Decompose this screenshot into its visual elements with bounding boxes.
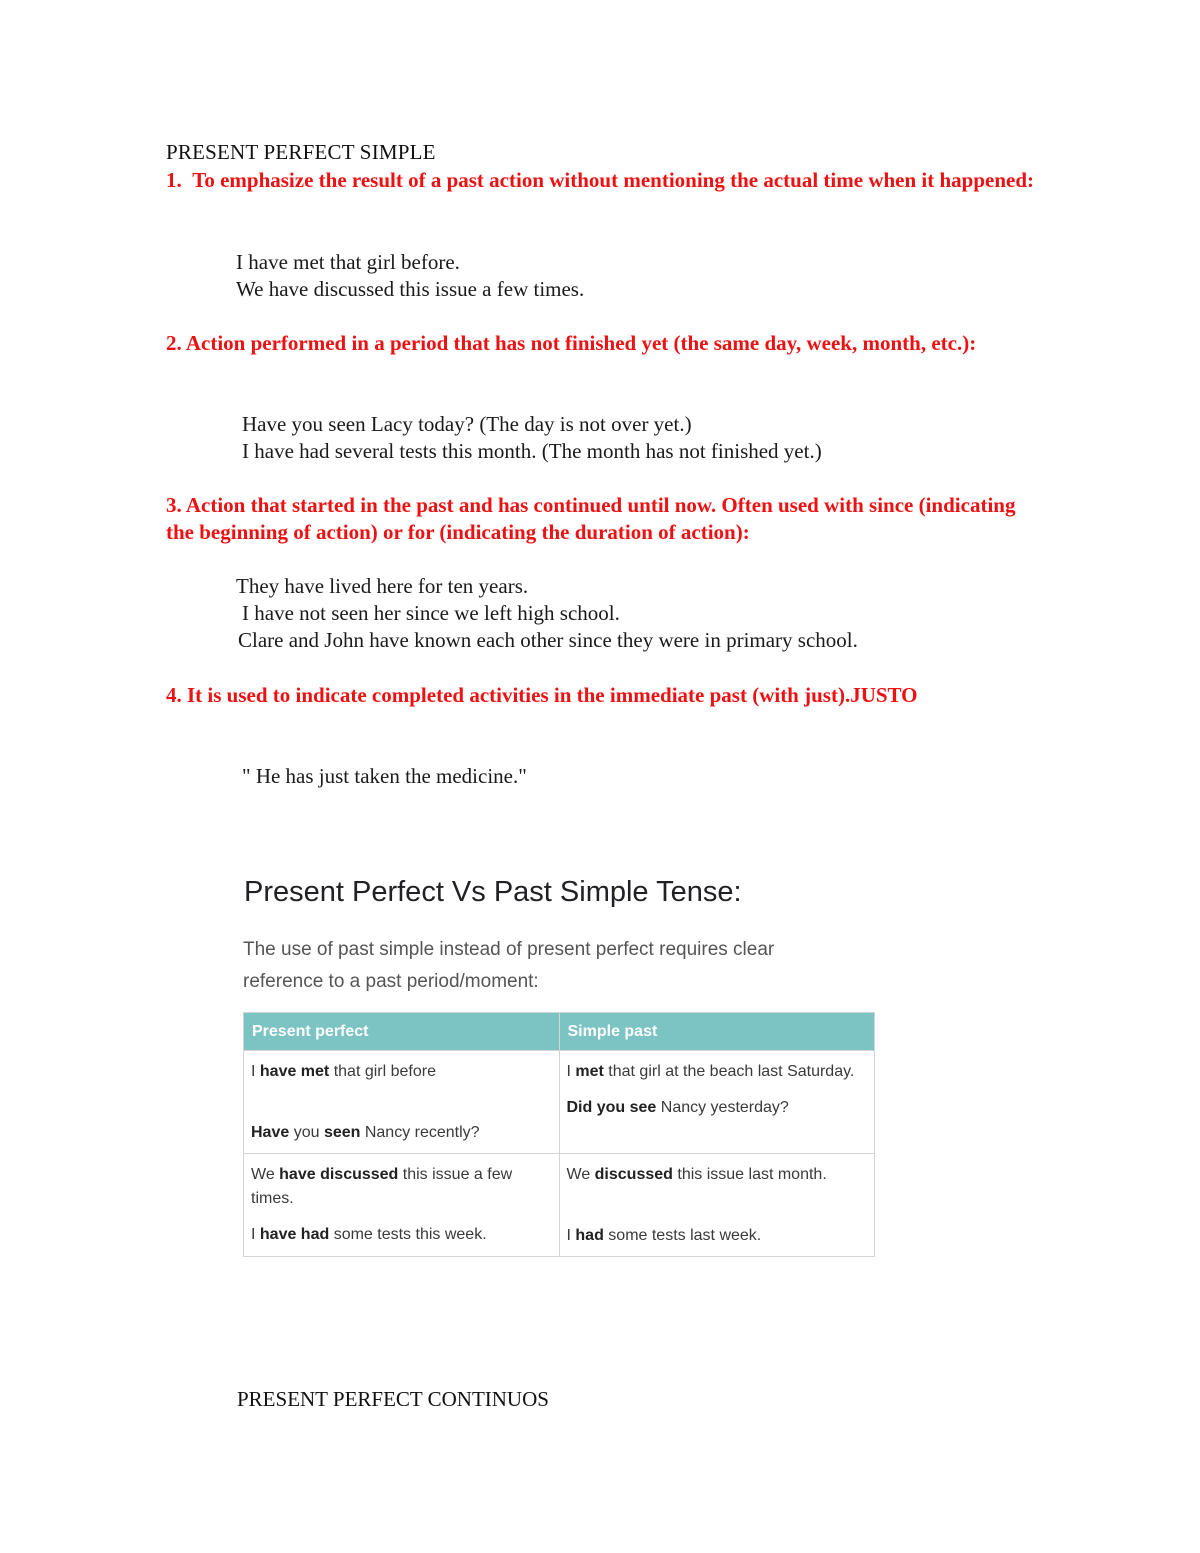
text-run: some tests last week. [603, 1227, 762, 1244]
table-row [244, 1051, 875, 1154]
intro-line: The use of past simple instead of present perfect requires clear [243, 939, 775, 960]
text-run: Nancy yesterday? [656, 1099, 789, 1116]
text-run: I [566, 1063, 576, 1080]
bold-run: seen [323, 1124, 361, 1141]
table-cell [244, 1051, 560, 1154]
rule-3-examples [236, 573, 858, 654]
rule-4: 4. It is used to indicate completed activities in the immediate past (with just).JUSTO [166, 683, 918, 707]
bold-run: met [575, 1063, 604, 1080]
rule-3: 3. Action that started in the past and has continued until now. Often used with since (indicating the beginning of action) or for (indicating the duration of action): [166, 493, 1016, 544]
cell-sentence [567, 1060, 868, 1084]
rule-2-examples [242, 411, 822, 465]
example-sentence: " He has just taken the medicine." [242, 764, 527, 788]
bold-run: discussed [594, 1166, 673, 1183]
text-run: that girl before [329, 1063, 436, 1080]
text-run: I [251, 1063, 260, 1080]
cell-sentence [567, 1096, 868, 1120]
bold-run: Did you see [566, 1099, 657, 1116]
example-sentence: They have lived here for ten years. [236, 574, 529, 598]
cell-sentence [251, 1223, 552, 1247]
text-run: Nancy recently? [360, 1124, 480, 1141]
rule-1-examples [236, 249, 584, 303]
table-cell [244, 1154, 560, 1257]
bold-run: have met [259, 1063, 330, 1080]
cell-sentence [251, 1060, 552, 1084]
intro-line: reference to a past period/moment: [243, 971, 539, 992]
example-sentence: I have met that girl before. [236, 250, 460, 274]
comparison-title: Present Perfect Vs Past Simple Tense: [244, 876, 742, 908]
text-run: that girl at the beach last Saturday. [603, 1063, 855, 1080]
comparison-figure [243, 876, 883, 996]
comparison-intro [243, 934, 774, 998]
column-header-simple-past: Simple past [559, 1013, 875, 1051]
text-run: you [289, 1124, 324, 1141]
example-sentence: I have had several tests this month. (The month has not finished yet.) [242, 439, 822, 463]
bold-run: have discussed [279, 1166, 399, 1183]
cell-sentence [567, 1163, 868, 1187]
table-cell [559, 1051, 875, 1154]
example-sentence: I have not seen her since we left high school. [242, 601, 620, 625]
section-heading-continuous: PRESENT PERFECT CONTINUOS [237, 1387, 549, 1411]
text-run: We [251, 1166, 280, 1183]
text-run: I [251, 1226, 260, 1243]
table-row [244, 1154, 875, 1257]
text-run: this issue a few times. [251, 1166, 513, 1207]
table-header-row [244, 1013, 875, 1051]
cell-sentence [251, 1121, 552, 1145]
example-sentence: Clare and John have known each other since they were in primary school. [238, 628, 858, 652]
example-sentence: Have you seen Lacy today? (The day is not over yet.) [242, 412, 692, 436]
table-cell [559, 1154, 875, 1257]
rule-1: 1. To emphasize the result of a past action without mentioning the actual time when it happened: [166, 168, 1035, 192]
text-run: I [566, 1227, 576, 1244]
column-header-present-perfect: Present perfect [244, 1013, 560, 1051]
text-run: some tests this week. [329, 1226, 487, 1243]
text-run: this issue last month. [672, 1166, 827, 1183]
bold-run: Have [251, 1124, 290, 1141]
rule-2: 2. Action performed in a period that has not finished yet (the same day, week, month, etc.): [166, 331, 977, 355]
bold-run: had [575, 1227, 604, 1244]
comparison-table [243, 1012, 875, 1257]
cell-sentence [251, 1163, 552, 1211]
text-run: We [566, 1166, 595, 1183]
page-heading: PRESENT PERFECT SIMPLE [166, 140, 436, 164]
cell-sentence [567, 1224, 868, 1248]
example-sentence: We have discussed this issue a few times. [236, 277, 585, 301]
bold-run: have had [259, 1226, 330, 1243]
rule-4-examples [242, 763, 527, 790]
